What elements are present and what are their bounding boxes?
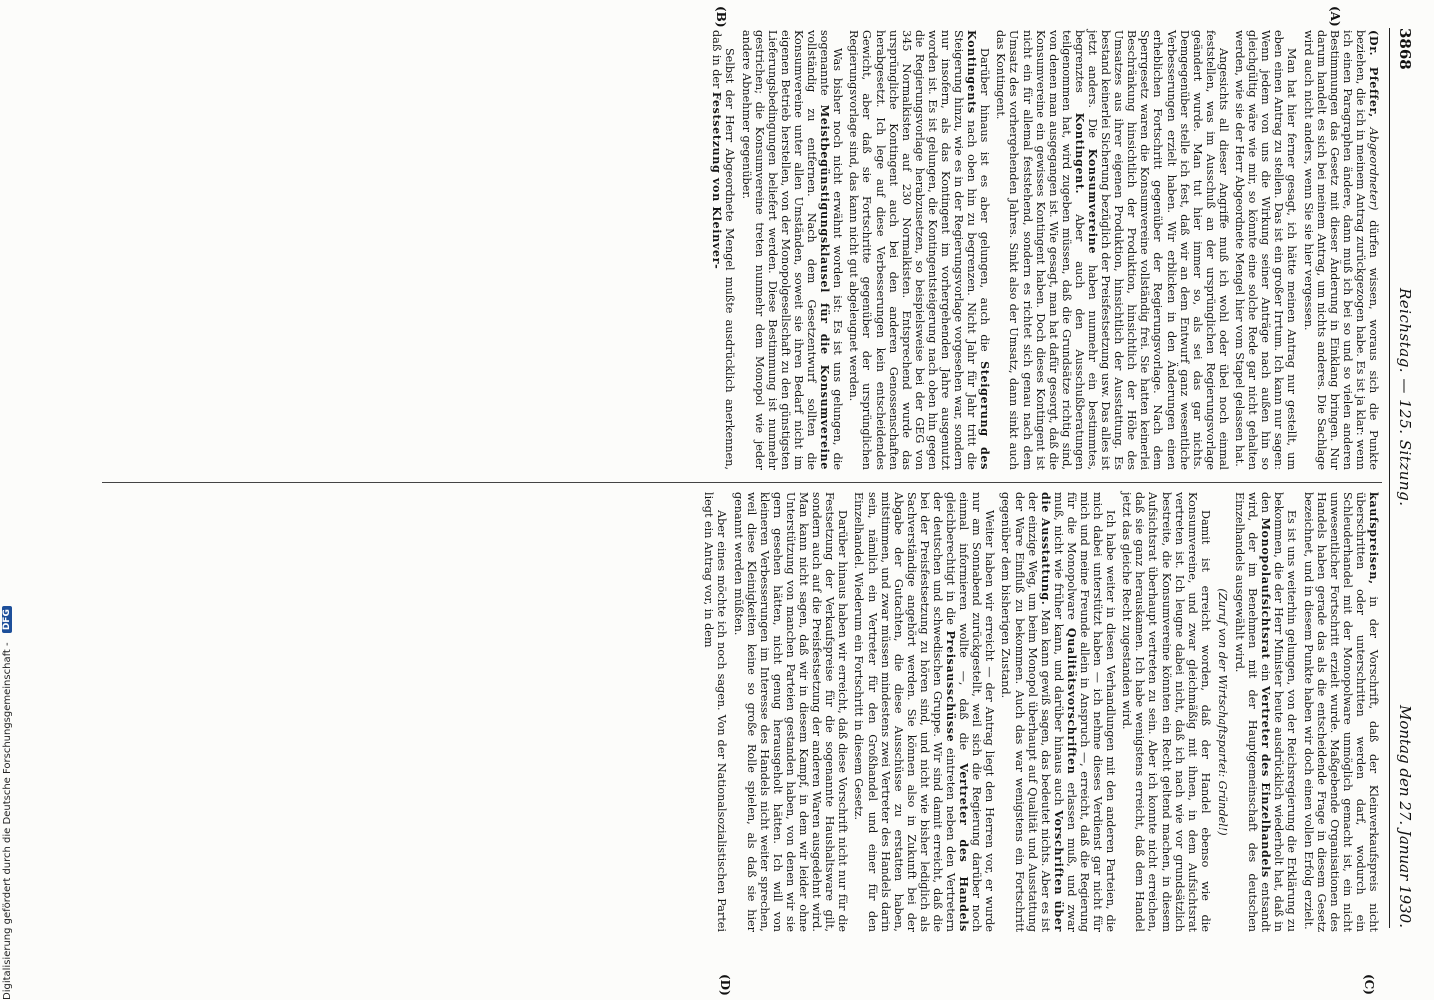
paragraph xyxy=(710,30,736,470)
speaker-role: Abgeordneter) xyxy=(1367,127,1380,211)
running-title: Reichstag. — 125. Sitzung. xyxy=(1396,288,1414,507)
emphasis-text: kaufspreisen, xyxy=(1367,492,1381,585)
paragraph xyxy=(1233,492,1298,932)
page-header xyxy=(1389,28,1416,928)
paragraph-text: Was bisher noch nicht erwähnt worden ist: Es ist uns gelungen, die sogenannte xyxy=(818,30,845,470)
paragraph xyxy=(1301,492,1380,932)
margin-marker-c: (C) xyxy=(1362,974,1376,995)
speaker-name: (Dr. Pfeffer, xyxy=(1367,30,1381,118)
emphasis-text: Vorschriften über die Ausstattung. xyxy=(1038,492,1066,933)
paragraph: Man hat hier ferner gesagt, ich hätte meinen Antrag nur gestellt, um eben einen Antrag zu stellen. Das ist ein großer Irrtum. Ich kann nur sagen: Wenn jedem von uns die Wirkung seiner Anträge nach außen hin so gleichgültig wäre wie mir, so könnte eine solche Rede gar nicht gehalten werden, wie sie der Herr Abgeordnete Mengel hier vom Stapel gelassen hat. xyxy=(1233,30,1299,470)
emphasis-text: Meistbegünstigungsklausel für die Konsumvereine xyxy=(818,104,833,470)
emphasis-text: Steigerung des Kontingents xyxy=(965,30,993,471)
paragraph-text: Angesichts all dieser Angriffe muß ich wohl oder übel noch einmal feststellen, was im Ausschuß an der ursprünglichen Regierungsvorlage geändert wurde. Man tut hier immer so, als sei das gar nichts. Demgegenüber stelle ich fest, daß wir an dem Entwurf ganz wesentliche Verbesserungen erzielt haben. Wir erblicken in den Änderungen einen erheblichen Fortschritt gegenüber der Regierungsvorlage. Nach dem Sperrgesetz waren die Konsumvereine vollständig frei. Sie hatten keinerlei Beschränkung hinsichtlich der Produktion, hinsichtlich der Höhe des Umsatzes aus ihrer eigenen Produktion, hinsichtlich der Ausstattung. Es bestand keinerlei Sicherung bezüglich der Preisfestsetzung usw. Das alles ist jetzt anders. Die xyxy=(1086,30,1230,470)
paragraph-text: Ich habe weiter in diesen Verhandlungen mit den anderen Parteien, die mich dabei unterstützt haben — ich nehme dieses Verdienst gar nicht für mich und meine Freunde allein in Anspruch —, erreicht, daß die Regierung für die Monopolware xyxy=(1064,492,1118,932)
page-number: 3868 xyxy=(1396,28,1414,70)
paragraph-text: Darüber hinaus ist es aber gelungen, auch die xyxy=(978,48,992,352)
interjection-note: (Zuruf von der Wirtschaftspartei: Gründel!) xyxy=(1215,588,1229,836)
margin-marker-a: (A) xyxy=(1328,6,1342,27)
emphasis-text: Festsetzung von Kleinver- xyxy=(710,91,725,270)
margin-marker-b: (B) xyxy=(714,6,728,28)
emphasis-text: Vertreter des Einzelhandels xyxy=(1259,685,1274,878)
paragraph-text: Selbst der Herr Abgeordnete Mengel mußte ausdrücklich anerkennen, daß in der xyxy=(710,30,737,470)
dfg-logo-icon: DFG xyxy=(2,606,12,633)
paragraph xyxy=(740,30,845,470)
paragraph xyxy=(994,30,1230,470)
paragraph-text: Man kann gewiß sagen, das bedeutet nichts. Aber es ist der einzige Weg, um beim Monopol überhaupt auf Qualität und Ausstattung der Ware Einfluß zu bekommen. Auch das war wenigstens ein Fortschritt gegenüber dem bisherigen Zustand. xyxy=(999,492,1052,933)
paragraph-text: Aber auch den Ausschußberatungen teilgenommen hat, wird zugeben müssen, daß die Grundsätze richtig sind, von denen man ausgegangen ist. Wie gesagt, man hat dafür gesorgt, daß die Konsumvereine ein gewisses Kontingent haben. Doch dieses Kontingent ist nicht ein für allemal feststehend, sondern es richtet sich genau nach dem Umsatz des vorhergehenden Jahres. Sinkt also der Umsatz, dann sinkt auch das Kontingent. xyxy=(994,30,1086,470)
emphasis-text: Preisausschüsse xyxy=(944,630,959,743)
paragraph xyxy=(852,492,996,932)
emphasis-text: Monopolaufsichtsrat xyxy=(1259,517,1274,660)
emphasis-text: Vertreter des Handels xyxy=(957,763,972,932)
digitization-credit xyxy=(2,0,16,1000)
paragraph-text: ein xyxy=(1259,663,1273,682)
paragraph-text: nach oben hin zu begrenzen. Nicht Jahr für Jahr tritt die Steigerung hinzu, wie es in der Regierungsvorlage vorgesehen war, sondern nur insofern, als das Kontingent im vorhergehenden Jahre ausgenutzt worden ist. Es ist gelungen, die Kontingentsteigerung nach oben hin gegen die Regierungsvorlage herabzusetzen, so beispielsweise bei der GEG von 345 Normalkisten auf 230 Normalkisten. Entsprechend wurde das ursprüngliche Kontingent auch bei den anderen Genossenschaften herabgesetzt. Ich lege auf diese Verbesserungen kein entscheidendes Gewicht, aber daß sie Fortschritte gegenüber der ursprünglichen Regierungsvorlage sind, das kann nicht gut abgeleugnet werden. xyxy=(847,30,979,470)
paragraph xyxy=(999,492,1117,932)
paragraph-text: Weiter haben wir erreicht — der Antrag liegt den Herren vor, er wurde nur am Sonnabend zurückgestellt, weil sich die Regierung darüber noch einmal informieren wollte —, daß die xyxy=(957,492,997,932)
paragraph: Aber eines möchte ich noch sagen. Von der Nationalsozialistischen Partei liegt ein Antrag vor, in dem xyxy=(702,492,729,932)
header-date: Montag den 27. Januar 1930. xyxy=(1396,704,1414,928)
paragraph-text: Es ist uns weiterhin gelungen, von der Reichsregierung die Erklärung zu bekommen, die der Herr Minister heute ausdrücklich wiederholt hat, daß in den xyxy=(1259,492,1299,932)
emphasis-text: Qualitätsvorschriften xyxy=(1064,627,1079,775)
paragraph xyxy=(1301,30,1380,470)
paragraph-text: erlassen muß, und zwar muß, nicht wie früher kann, und darüber hinaus auch xyxy=(1051,492,1078,932)
paragraph-text: haben nunmehr ein bestimmtes, begrenztes xyxy=(1072,30,1100,471)
paragraph-text: gleichberechtigt in die xyxy=(944,492,958,625)
right-column xyxy=(110,492,1380,932)
paragraph-text: eintreten neben den Vertretern der deutschen und schwedischen Gruppe. Wir sind damit erreicht, daß die bei der Preisfestsetzung zu hören sind, und nicht wie bisher lediglich als Sachverständige angehört werden. Sie können also in Zukunft bei der Abgabe der Gutachten, die diese Ausschüsse zu erstatten haben, mitstimmen, und zwar müssen mindestens zwei Vertreter des Handels darin sein, nämlich ein Vertreter für den Großhandel und einer für den Einzelhandel. Wiederum ein Fortschritt in diesem Gesetz. xyxy=(852,492,958,932)
paragraph-text: in der Vorschrift, daß der Kleinverkaufspreis nicht überschritten oder unterschritten werden darf, wodurch ein Schleuderhandel mit der Monopolware unmöglich gemacht ist, ein nicht unwesentlicher Fortschritt erzielt wurde. Maßgebende Organisationen des Handels haben gerade das als die entscheidende Frage in diesem Gesetz bezeichnet, und in diesem Punkte haben wir doch einen vollen Erfolg erzielt. xyxy=(1301,492,1380,932)
paragraph-text: dürfen wissen, woraus sich die Punkte beziehen, die ich in meinem Antrag zurückgezogen habe. Es ist ja klar: wenn ich einen Paragraphen ändere, dann muß ich bei so und so vielen anderen Bestimmungen das Gesetz mit dieser Änderung in Einklang bringen. Nur darum handelt es sich bei meinem Antrag, um nichts anderes. Die Sachlage wird auch nicht anders, wenn Sie sie hier vergessen. xyxy=(1301,30,1380,470)
margin-marker-d: (D) xyxy=(718,974,732,996)
emphasis-text: Kontingent. xyxy=(1072,112,1087,195)
left-column xyxy=(110,30,1380,470)
credit-text: Digitalisierung gefördert durch die Deutsche Forschungsgemeinschaft - xyxy=(2,642,13,1000)
column-divider xyxy=(102,482,1382,483)
paragraph-text: vollständig zu entfernen. Nach dem Gesetzentwurf sollten die Konsumvereine unter allen Umständen, soweit sie ihren Bedarf nicht im eigenen Betrieb herstellen, von der Monopolgesellschaft zu den günstigsten Lieferungsbedingungen beliefert werden. Diese Bestimmung ist nunmehr gestrichen; die Konsumvereine treten nunmehr dem Monopol wie jeder andere Abnehmer gegenüber. xyxy=(739,30,819,470)
paragraph: Damit ist erreicht worden, daß der Handel ebenso wie die Konsumvereine, und zwar gleichmäßig mit ihnen, in dem Aufsichtsrat vertreten ist. Ich leugne dabei nicht, daß ich nach wie vor grundsätzlich bestreite, die Konsumvereine könnten ein Recht geltend machen, in diesem Aufsichtsrat überhaupt vertreten zu sein. Aber ich konnte nicht erreichen, daß sie ganz herauskamen. Ich habe wenigstens erreicht, daß dem Handel jetzt das gleiche Recht zugestanden wird. xyxy=(1120,492,1212,932)
paragraph xyxy=(847,30,991,470)
paragraph: Darüber hinaus haben wir erreicht, daß diese Vorschrift nicht nur für die Festsetzung der Verkaufspreise für die sogenannte Haushaltsware gilt, sondern auch auf die Preisfestsetzung der anderen Waren ausgedehnt wird. Man kann nicht sagen, daß wir in diesem Kampf, in dem wir leider ohne Unterstützung von manchen Parteien gestanden haben, von denen wir sie gern gesehen hätten, nicht genug herausgeholt hätten. Ich will von kleineren Verbesserungen im Interesse des Handels nicht weiter sprechen, weil diese Kleinigkeiten keine so große Rolle spielen, als daß sie hier genannt werden müßten. xyxy=(731,492,850,932)
emphasis-text: Konsumvereine xyxy=(1086,148,1101,255)
paragraph-text: entsandt wird, der im Benehmen mit der Hauptgemeinschaft des deutschen Einzelhandels ausgewählt wird. xyxy=(1233,492,1273,932)
